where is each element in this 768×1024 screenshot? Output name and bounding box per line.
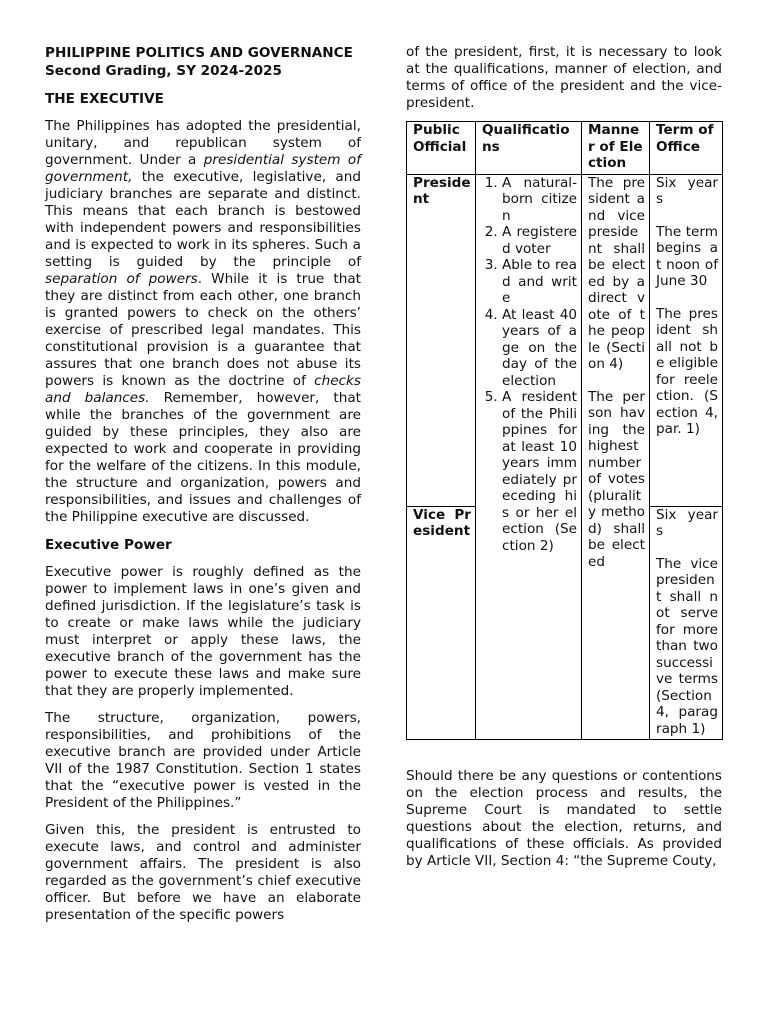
right-column bbox=[406, 44, 722, 880]
president-reelection-rule: The president shall not be eligible for reelection. (Section 4, par. 1) bbox=[656, 305, 718, 437]
executive-power-paragraph-2: The structure, organization, powers, responsibilities, and prohibitions of the executive branch are provided under Article VII of the 1987 Constitution. Section 1 states that the “executive power is vested in the President of the Philippines.” bbox=[45, 710, 361, 811]
supreme-court-paragraph: Should there be any questions or contentions on the election process and results, the Supreme Court is mandated to settle questions about the election, returns, and qualifications of these officials. As provided by Article VII, Section 4: “the Supreme Couty, bbox=[406, 768, 722, 869]
qualifications-list bbox=[478, 175, 577, 555]
official-president: President bbox=[407, 174, 476, 506]
executive-power-paragraph-1: Executive power is roughly defined as the power to implement laws in one’s given and defined jurisdiction. If the legislature’s task is to create or make laws while the judiciary must interpret or apply these laws, the executive branch of the government has the power to execute these laws and make sure that they are properly implemented. bbox=[45, 564, 361, 699]
president-term-start: The term begins at noon of June 30 bbox=[656, 223, 718, 289]
table-header-row bbox=[407, 122, 723, 175]
president-term-cell bbox=[650, 174, 723, 506]
header-public-official: Public Official bbox=[407, 122, 476, 175]
section-heading-executive: THE EXECUTIVE bbox=[45, 91, 164, 107]
qualification-item: 2. A registered voter bbox=[502, 224, 577, 257]
manner-plurality: The person having the highest number of votes (plurality method) shall be elected bbox=[588, 388, 645, 570]
official-vice-president: Vice President bbox=[407, 506, 476, 740]
document-header bbox=[45, 44, 361, 80]
qualifications-cell bbox=[476, 174, 582, 740]
qualification-item: 1. A natural-born citizen bbox=[502, 175, 577, 225]
header-manner-of-election: Manner of Election bbox=[582, 122, 650, 175]
qualification-item: 5. A resident of the Philippines for at least 10 years immediately preceding his or her election (Section 2) bbox=[502, 389, 577, 554]
executive-power-paragraph-3: Given this, the president is entrusted to execute laws, and control and administer government affairs. The president is also regarded as the government’s chief executive officer. But before we have an elaborate presentation of the specific powers bbox=[45, 822, 361, 923]
table-row-president bbox=[407, 174, 723, 506]
header-term-of-office: Term of Office bbox=[650, 122, 723, 175]
course-title: PHILIPPINE POLITICS AND GOVERNANCE bbox=[45, 45, 353, 61]
intro-paragraph: The Philippines has adopted the presidential, unitary, and republican system of government. Under a presidential system of government, the executive, legislative, and judiciary branches are separate and distinct. This means that each branch is bestowed with independent powers and responsibilities and is expected to work in its spheres. Such a setting is guided by the principle of separation of powers. While it is true that they are distinct from each other, one branch is granted powers to check on the others’ exercise of prescribed legal mandates. This constitutional provision is a guarantee that assures that one branch does not abuse its powers is known as the doctrine of checks and balances. Remember, however, that while the branches of the government are guided by these principles, they also are expected to work and cooperate in providing for the welfare of the citizens. In this module, the structure and organization, powers and responsibilities, and issues and challenges of the Philippine executive are discussed. bbox=[45, 118, 362, 525]
qualification-item: 3. Able to read and write bbox=[502, 257, 577, 307]
vice-president-term-cell bbox=[650, 506, 723, 740]
vice-president-term-limit: The vice president shall not serve for more than two successive terms (Section 4, paragraph 1) bbox=[656, 555, 718, 737]
left-column bbox=[45, 44, 361, 934]
qualification-item: 4. At least 40 years of age on the day of the election bbox=[502, 307, 577, 390]
manner-direct-vote: The president and vice president shall be elected by a direct vote of the people (Section 4) bbox=[588, 174, 645, 372]
president-term-length: Six years bbox=[656, 174, 718, 207]
section-heading-executive-power: Executive Power bbox=[45, 537, 172, 553]
continuation-paragraph: of the president, first, it is necessary to look at the qualifications, manner of election, and terms of office of the president and the vice-president. bbox=[406, 44, 722, 111]
header-qualifications: Qualifications bbox=[476, 122, 582, 175]
manner-of-election-cell bbox=[582, 174, 650, 740]
grading-period: Second Grading, SY 2024-2025 bbox=[45, 63, 282, 79]
executive-officials-table bbox=[406, 121, 723, 740]
vice-president-term-length: Six years bbox=[656, 506, 718, 539]
